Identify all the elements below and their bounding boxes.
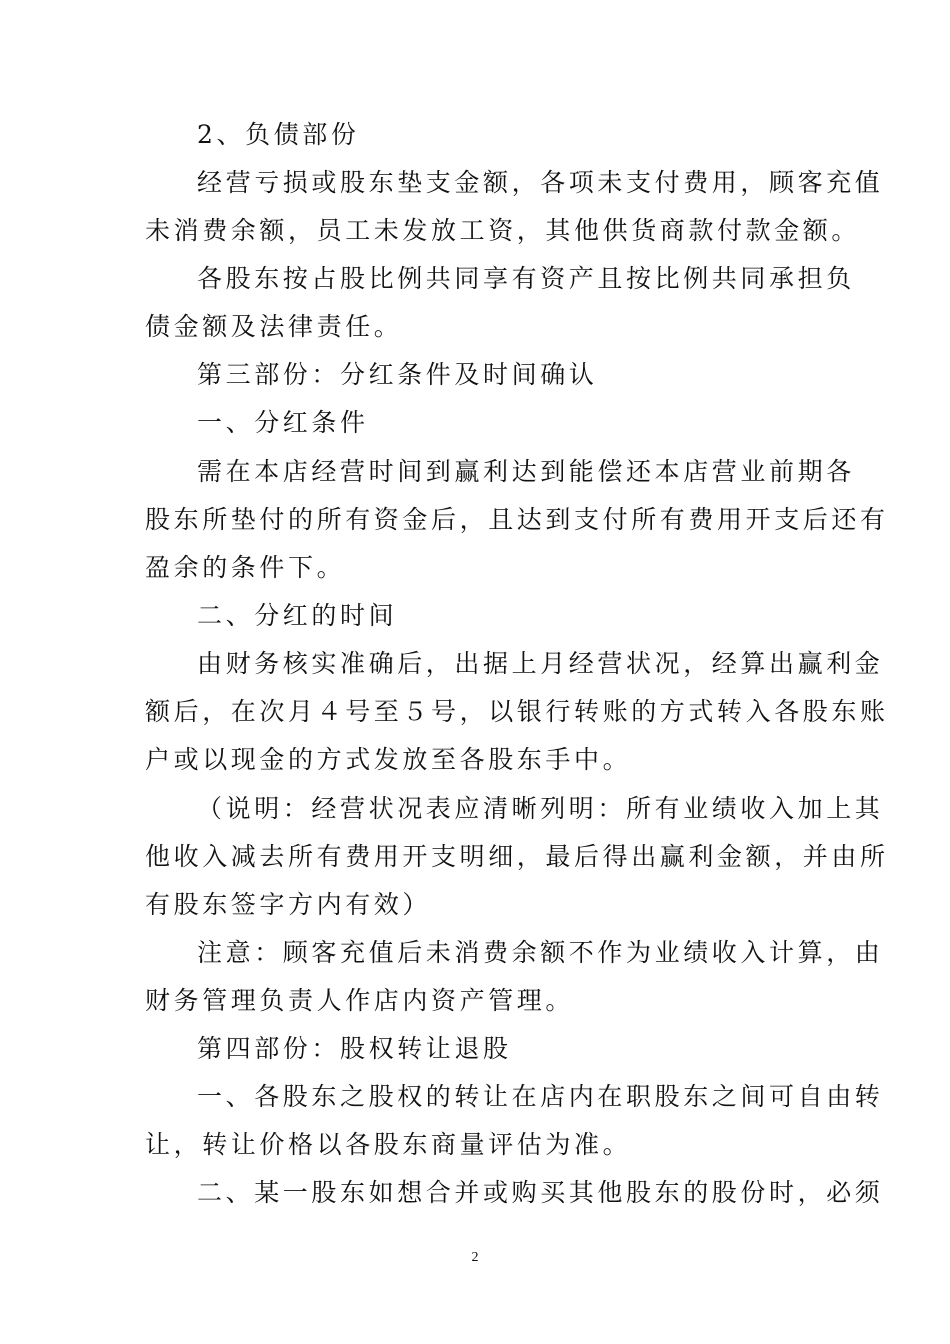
section-heading-liabilities: 2、负债部份 — [197, 120, 360, 149]
paragraph-line: 让，转让价格以各股东商量评估为准。 — [145, 1130, 632, 1159]
paragraph-line: 股东所垫付的所有资金后，且达到支付所有费用开支后还有 — [145, 505, 889, 534]
subheading-dividend-conditions: 一、分红条件 — [197, 408, 369, 437]
paragraph-line: 由财务核实准确后，出据上月经营状况，经算出赢利金 — [197, 649, 884, 678]
paragraph-line: 额后，在次月４号至５号，以银行转账的方式转入各股东账 — [145, 697, 889, 726]
paragraph-line: 二、某一股东如想合并或购买其他股东的股份时，必须 — [197, 1178, 884, 1207]
paragraph-line: 财务管理负责人作店内资产管理。 — [145, 986, 575, 1015]
paragraph-line: 盈余的条件下。 — [145, 553, 346, 582]
paragraph-line: 有股东签字方内有效） — [145, 890, 432, 919]
paragraph-line: （说明：经营状况表应清晰列明：所有业绩收入加上其 — [197, 794, 884, 823]
section-heading-part-four: 第四部份：股权转让退股 — [197, 1034, 512, 1063]
section-heading-part-three: 第三部份：分红条件及时间确认 — [197, 360, 598, 389]
subheading-dividend-time: 二、分红的时间 — [197, 601, 398, 630]
paragraph-line: 未消费余额，员工未发放工资，其他供货商款付款金额。 — [145, 216, 861, 245]
paragraph-line: 需在本店经营时间到赢利达到能偿还本店营业前期各 — [197, 457, 855, 486]
paragraph-line: 各股东按占股比例共同享有资产且按比例共同承担负 — [197, 264, 855, 293]
paragraph-line: 经营亏损或股东垫支金额，各项未支付费用，顾客充值 — [197, 168, 884, 197]
paragraph-line: 他收入减去所有费用开支明细，最后得出赢利金额，并由所 — [145, 842, 889, 871]
paragraph-line: 注意：顾客充值后未消费余额不作为业绩收入计算，由 — [197, 938, 884, 967]
page-number: 2 — [471, 1250, 479, 1265]
paragraph-line: 一、各股东之股权的转让在店内在职股东之间可自由转 — [197, 1082, 884, 1111]
paragraph-line: 户或以现金的方式发放至各股东手中。 — [145, 745, 632, 774]
paragraph-line: 债金额及法律责任。 — [145, 312, 403, 341]
